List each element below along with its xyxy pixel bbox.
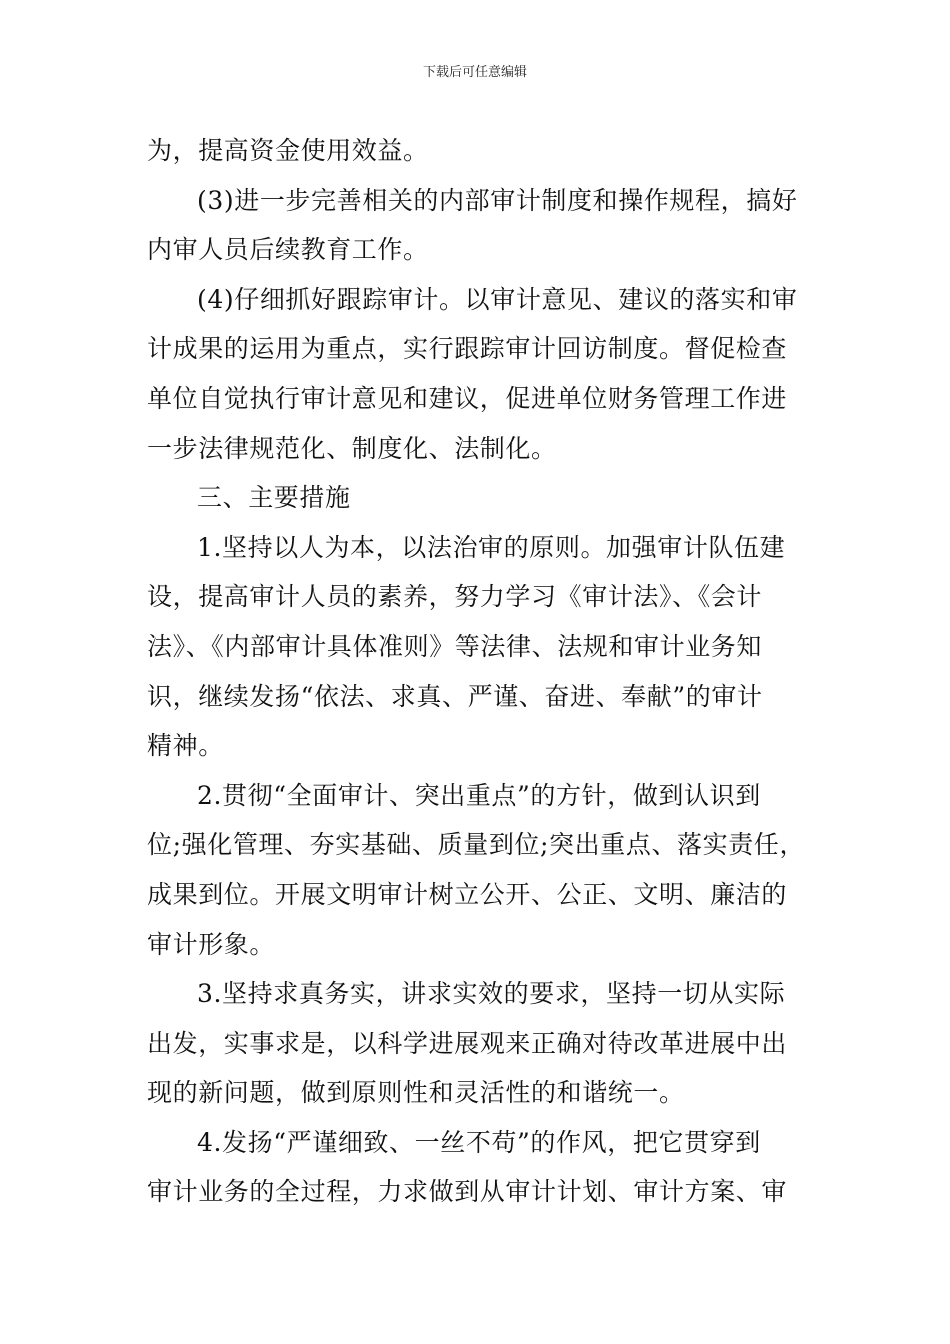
text-line: 3.坚持求真务实，讲求实效的要求，坚持一切从实际 [197, 979, 786, 1009]
text-line: 单位自觉执行审计意见和建议，促进单位财务管理工作进 [147, 383, 788, 413]
text-line: 出发，实事求是，以科学进展观来正确对待改革进展中出 [147, 1028, 788, 1058]
text-line: 识，继续发扬“依法、求真、严谨、奋进、奉献”的审计 [147, 681, 763, 711]
text-line: 1.坚持以人为本，以法治审的原则。加强审计队伍建 [197, 532, 786, 562]
text-line: (4)仔细抓好跟踪审计。以审计意见、建议的落实和审 [197, 284, 798, 314]
text-line: 法》、《内部审计具体准则》等法律、法规和审计业务知 [147, 631, 763, 661]
text-line: 现的新问题，做到原则性和灵活性的和谐统一。 [147, 1078, 685, 1108]
text-line: 内审人员后续教育工作。 [147, 235, 429, 265]
text-line: 一步法律规范化、制度化、法制化。 [147, 433, 557, 463]
page-header: 下载后可任意编辑 [422, 65, 527, 80]
text-line: 精神。 [147, 731, 224, 761]
text-line: 设，提高审计人员的素养，努力学习《审计法》、《会计 [147, 582, 763, 612]
document-body [147, 126, 809, 1217]
text-line: 为，提高资金使用效益。 [147, 136, 429, 165]
text-line: 4.发扬“严谨细致、一丝不苟”的作风，把它贯穿到 [197, 1127, 761, 1157]
text-line: 审计业务的全过程，力求做到从审计计划、审计方案、审 [147, 1177, 788, 1207]
text-line: 计成果的运用为重点，实行跟踪审计回访制度。督促检查 [147, 334, 788, 364]
text-line: 成果到位。开展文明审计树立公开、公正、文明、廉洁的 [147, 879, 788, 909]
text-line: 2.贯彻“全面审计、突出重点”的方针，做到认识到 [197, 780, 761, 810]
text-line: (3)进一步完善相关的内部审计制度和操作规程，搞好 [197, 185, 798, 215]
text-line: 位;强化管理、夯实基础、质量到位;突出重点、落实责任， [147, 830, 806, 860]
section-heading: 三、主要措施 [197, 483, 351, 513]
text-line: 审计形象。 [147, 929, 276, 959]
